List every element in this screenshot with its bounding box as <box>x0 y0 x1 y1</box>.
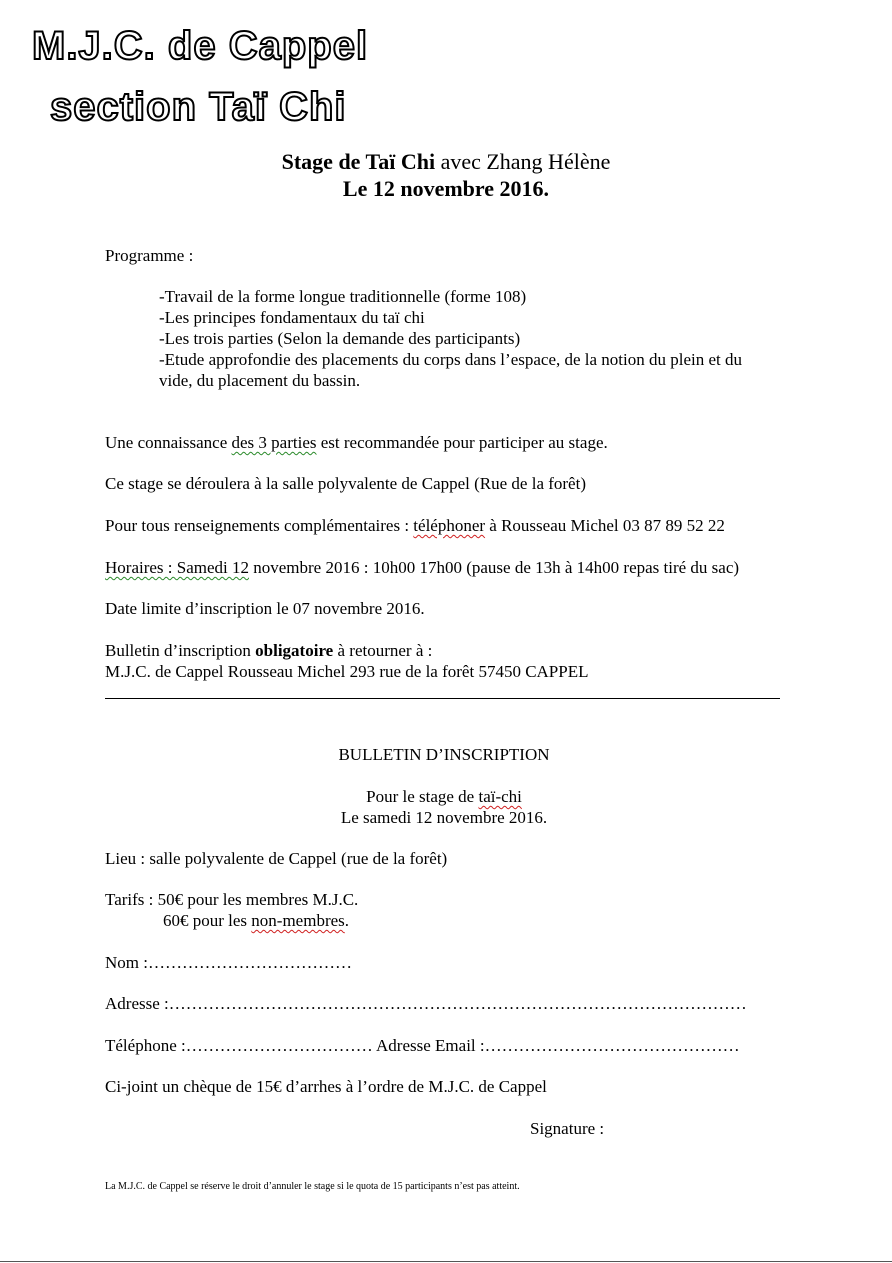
page-subtitle-date: Le 12 novembre 2016. <box>342 176 550 201</box>
text-segment: Pour le stage de <box>366 787 479 806</box>
adresse-retour-text: M.J.C. de Cappel Rousseau Michel 293 rue de la forêt 57450 CAPPEL <box>105 662 589 681</box>
form-tarifs-1: Tarifs : 50€ pour les membres M.J.C. <box>105 890 359 909</box>
text-segment: novembre 2016 : 10h00 17h00 (pause de 13h à 14h00 repas tiré du sac) <box>249 558 740 577</box>
text-segment: non-membres <box>251 911 345 930</box>
title-normal: avec Zhang Hélène <box>435 149 611 174</box>
text-segment: téléphoner <box>413 516 486 535</box>
adresse-field[interactable]: Adresse :………………………………………………………………………………………… <box>105 994 747 1013</box>
text-segment: à retourner à : <box>333 641 433 660</box>
form-subheading-1 <box>0 786 888 807</box>
date-limite-text: Date limite d’inscription le 07 novembre 2016. <box>105 599 425 618</box>
programme-item: -Les principes fondamentaux du taï chi <box>159 308 425 327</box>
programme-item: -Les trois parties (Selon la demande des participants) <box>159 329 521 348</box>
text-segment: des 3 parties <box>231 433 317 452</box>
text-segment: taï-chi <box>478 787 522 806</box>
text-segment: est recommandée pour participer au stage. <box>316 433 608 452</box>
header-line-1: M.J.C. de Cappel <box>32 24 369 68</box>
horaires-text <box>105 557 739 578</box>
form-lieu: Lieu : salle polyvalente de Cappel (rue de la forêt) <box>105 849 448 868</box>
footnote: La M.J.C. de Cappel se réserve le droit d’annuler le stage si le quota de 15 participants n’est pas atteint. <box>105 1181 520 1192</box>
telephone-email-field[interactable]: Téléphone :…………………………… Adresse Email :……………………………………… <box>105 1036 740 1055</box>
text-segment: . <box>344 911 350 930</box>
text-segment: Une connaissance <box>105 433 232 452</box>
renseignements-text <box>105 515 725 536</box>
text-segment: Horaires : Samedi 12 <box>105 558 249 577</box>
programme-item: vide, du placement du bassin. <box>159 371 361 390</box>
programme-label: Programme : <box>105 246 194 265</box>
lieu-text: Ce stage se déroulera à la salle polyvalente de Cappel (Rue de la forêt) <box>105 474 586 493</box>
form-tarifs-2 <box>163 910 349 931</box>
header-line-2: section Taï Chi <box>50 85 347 129</box>
connaissance-text <box>105 432 608 453</box>
text-segment: Bulletin d’inscription <box>105 641 256 660</box>
text-segment: 60€ pour les <box>163 911 252 930</box>
section-divider <box>105 698 780 699</box>
bulletin-text <box>105 640 432 661</box>
form-heading: BULLETIN D’INSCRIPTION <box>338 745 550 764</box>
text-segment: à Rousseau Michel 03 87 89 52 22 <box>485 516 725 535</box>
cheque-text: Ci-joint un chèque de 15€ d’arrhes à l’ordre de M.J.C. de Cappel <box>105 1077 547 1096</box>
form-subheading-2: Le samedi 12 novembre 2016. <box>340 808 548 827</box>
text-segment: obligatoire <box>255 641 334 660</box>
programme-item: -Etude approfondie des placements du corps dans l’espace, de la notion du plein et du <box>159 350 743 369</box>
title-bold: Stage de Taï Chi <box>281 149 436 174</box>
page-bottom-edge <box>0 1261 892 1262</box>
programme-item: -Travail de la forme longue traditionnelle (forme 108) <box>159 287 527 306</box>
signature-field[interactable]: Signature : <box>530 1119 605 1138</box>
text-segment: Pour tous renseignements complémentaires : <box>105 516 414 535</box>
page-title <box>0 148 892 175</box>
nom-field[interactable]: Nom :……………………………… <box>105 953 352 972</box>
